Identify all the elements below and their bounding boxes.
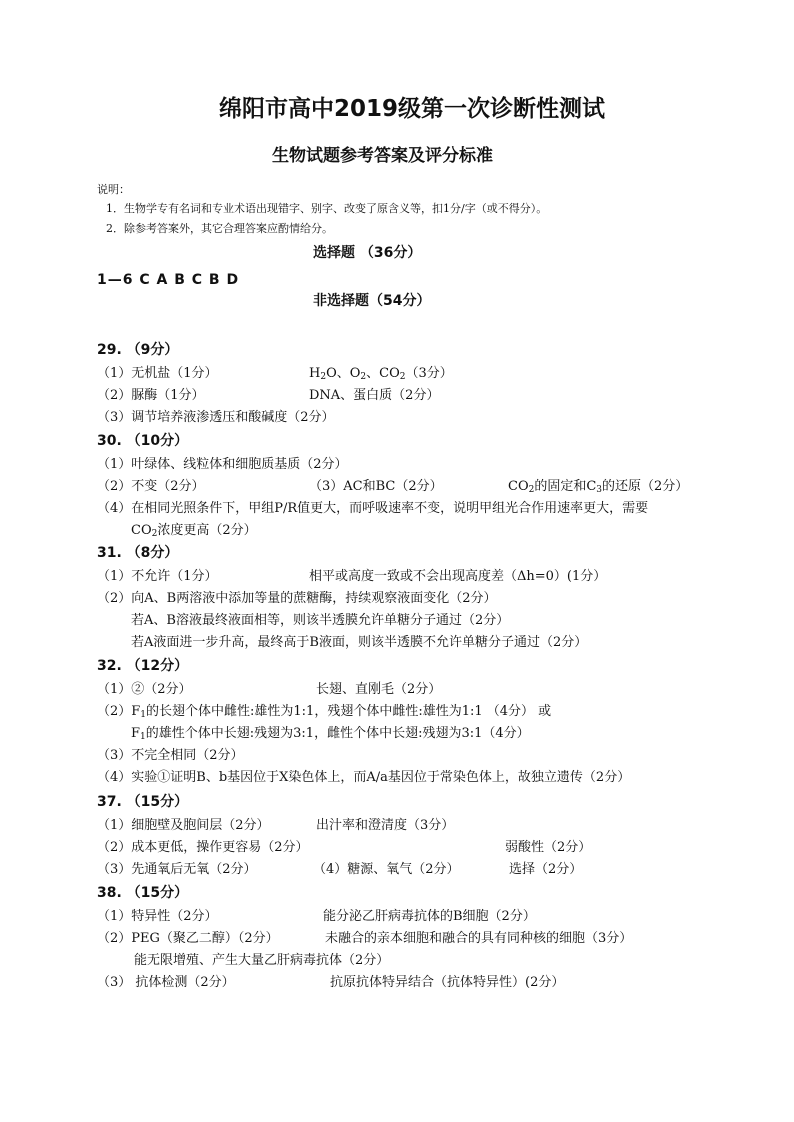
q38-answer-3b: 抗原抗体特异结合（抗体特异性）(2分） (330, 975, 565, 990)
q38-answer-1a: （1）特异性（2分） (97, 909, 218, 924)
q29-answer-2a: （2）脲酶（1分） (97, 388, 205, 403)
q38-answer-2c: 能无限增殖、产生大量乙肝病毒抗体（2分） (134, 953, 390, 968)
q31-answer-1a: （1）不允许（1分） (97, 569, 218, 584)
q32-answer-3: （3）不完全相同（2分） (97, 748, 244, 763)
q30-answer-4b: $CO_2$浓度更高（2分） (131, 523, 257, 539)
q29-answer-3: （3）调节培养液渗透压和酸碱度（2分） (97, 410, 335, 425)
q30-answer-3: （3）AC和BC（2分） (309, 479, 443, 494)
q38-answer-1b: 能分泌乙肝病毒抗体的B细胞（2分） (323, 909, 536, 924)
q38-answer-2a: （2）PEG（聚乙二醇）（2分） (97, 931, 279, 946)
q30-answer-1: （1）叶绿体、线粒体和细胞质基质（2分） (97, 457, 348, 472)
q31-answer-1b: 相平或高度一致或不会出现高度差（Δh=0）(1分） (309, 569, 607, 584)
q30-answer-3b: $CO_2$的固定和$C_3$的还原（2分） (508, 479, 689, 495)
page-title: 绵阳市高中2019级第一次诊断性测试 (219, 96, 606, 122)
q30-answer-4: （4）在相同光照条件下，甲组P/R值更大，而呼吸速率不变，说明甲组光合作用速率更大，需要 (97, 501, 649, 516)
note-item-2: 2．除参考答案外，其它合理答案应酌情给分。 (106, 222, 333, 235)
q37-answer-2b: 弱酸性（2分） (505, 840, 592, 855)
q31-title: 31. （8分） (97, 545, 179, 561)
q37-title: 37. （15分） (97, 794, 189, 810)
q37-answer-4: （4）糖源、氧气（2分） (313, 862, 460, 877)
q29-answer-2b: DNA、蛋白质（2分） (309, 388, 440, 403)
q32-answer-2b: $F_1$的雄性个体中长翅:残翅为3:1，雌性个体中长翅:残翅为3:1（4分） (131, 726, 530, 742)
notes-label: 说明： (97, 183, 130, 196)
q29-answer-1b: $H_2O$、$O_2$、$CO_2(3$分） (309, 366, 453, 382)
q37-answer-1b: 出汁率和澄清度（3分） (316, 818, 455, 833)
q32-title: 32. （12分） (97, 658, 189, 674)
q38-title: 38. （15分） (97, 885, 189, 901)
page-subtitle: 生物试题参考答案及评分标准 (272, 146, 493, 166)
q32-answer-1b: 长翅、直刚毛（2分） (316, 682, 442, 697)
q37-answer-4b: 选择（2分） (509, 862, 583, 877)
q38-answer-3a: （3） 抗体检测（2分） (97, 975, 235, 990)
q31-answer-2: （2）向A、B两溶液中添加等量的蔗糖酶，持续观察液面变化（2分） (97, 591, 497, 606)
q32-answer-1a: （1）②（2分） (97, 682, 192, 697)
q29-title: 29. （9分） (97, 342, 179, 358)
nonchoice-heading: 非选择题（54分） (313, 293, 431, 309)
q37-answer-2a: （2）成本更低，操作更容易（2分） (97, 840, 309, 855)
q31-answer-2c: 若A液面进一步升高，最终高于B液面，则该半透膜不允许单糖分子通过（2分） (131, 635, 588, 650)
q37-answer-1a: （1）细胞壁及胞间层（2分） (97, 818, 270, 833)
note-item-1: 1．生物学专有名词和专业术语出现错字、别字、改变了原含义等，扣1分/字（或不得分）。 (106, 202, 548, 215)
q37-answer-3: （3）先通氧后无氧（2分） (97, 862, 257, 877)
q30-answer-2a: （2）不变（2分） (97, 479, 205, 494)
q30-title: 30. （10分） (97, 433, 189, 449)
q38-answer-2b: 未融合的亲本细胞和融合的具有同种核的细胞（3分） (325, 931, 633, 946)
choice-heading: 选择题 （36分） (313, 245, 422, 261)
q31-answer-2b: 若A、B溶液最终液面相等，则该半透膜允许单糖分子通过（2分） (131, 613, 510, 628)
q29-answer-1a: （1）无机盐（1分） (97, 366, 218, 381)
q32-answer-2: $(2)F_1$的长翅个体中雌性:雄性为1:1，残翅个体中雌性:雄性为1:1 （4分） 或 (97, 704, 552, 720)
choice-answers: 1—6 C A B C B D (97, 272, 240, 288)
q32-answer-4: （4）实验①证明B、b基因位于X染色体上，而A/a基因位于常染色体上，故独立遗传（2分） (97, 770, 631, 785)
